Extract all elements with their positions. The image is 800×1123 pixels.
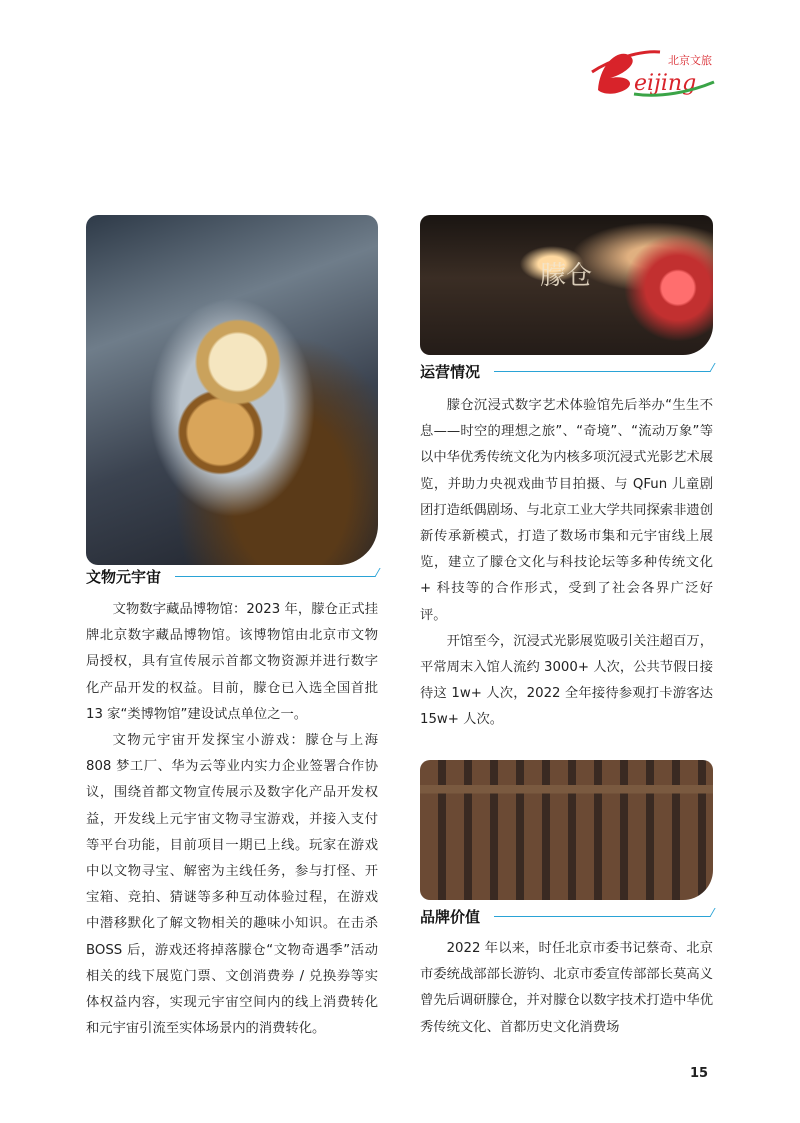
venue-sign-text: 朦仓 <box>540 261 593 291</box>
section-header-brand <box>420 906 713 927</box>
svg-text:北京文旅: 北京文旅 <box>668 54 712 67</box>
paragraph: 开馆至今，沉浸式光影展览吸引关注超百万，平常周末入馆人流约 3000+ 人次，公共节假日接待这 1w+ 人次，2022 全年接待参观打卡游客达 15w+ 人次。 <box>420 633 713 728</box>
building-facade-photo <box>420 760 713 900</box>
section-header-operations <box>420 361 713 382</box>
section-header-metaverse <box>86 566 378 587</box>
night-venue-photo <box>420 215 713 355</box>
paragraph: 文物元宇宙开发探宝小游戏：朦仓与上海 808 梦工厂、华为云等业内实力企业签署合作协议，围绕首都文物宣传展示及数字化产品开发权益，开发线上元宇宙文物寻宝游戏，并接入支付等平台功能，目前项目一期已上线。玩家在游戏中以文物寻宝、解密为主线任务，参与打怪、开宝箱、竞拍、猜谜等多种互动体验过程，在游戏中潜移默化了解文物相关的趣味小知识。在击杀 BOSS 后，游戏还将掉落朦仓“文物奇遇季”活动相关的线下展览门票、文创消费券 / 兑换券等实体权益内容，实现元宇宙空间内的线上消费转化和元宇宙引流至实体场景内的消费转化。 <box>86 733 378 1037</box>
section-rule <box>494 916 704 917</box>
page-number: 15 <box>690 1066 709 1081</box>
metaverse-body <box>86 597 378 1042</box>
svg-text:eijing: eijing <box>634 71 697 96</box>
section-rule <box>175 576 369 577</box>
operations-body <box>420 393 713 734</box>
section-rule <box>494 371 704 372</box>
section-rule-tick <box>701 363 715 372</box>
pocket-watch-photo <box>86 215 378 565</box>
beijing-logo <box>590 42 720 100</box>
section-title: 文物元宇宙 <box>86 568 162 586</box>
paragraph: 2022 年以来，时任北京市委书记蔡奇、北京市委统战部部长游钧、北京市委宣传部部长莫高义曾先后调研朦仓，并对朦仓以数字技术打造中华优秀传统文化、首都历史文化消费场 <box>420 941 713 1035</box>
paragraph: 文物数字藏品博物馆：2023 年，朦仓正式挂牌北京数字藏品博物馆。该博物馆由北京市文物局授权，具有宣传展示首都文物资源并进行数字化产品开发的权益。目前，朦仓已入选全国首批 13 家“类博物馆”建设试点单位之一。 <box>86 602 378 722</box>
section-rule-tick <box>701 908 715 917</box>
section-rule-tick <box>366 568 380 577</box>
section-title: 品牌价值 <box>420 908 481 926</box>
paragraph: 朦仓沉浸式数字艺术体验馆先后举办“生生不息——时空的理想之旅”、“奇境”、“流动万象”等以中华优秀传统文化为内核多项沉浸式光影艺术展览，并助力央视戏曲节目拍摄、与 QFun 儿童剧团打造纸偶剧场、与北京工业大学共同探索非遗创新传承新模式，打造了数场市集和元宇宙线上展览，建立了朦仓文化与科技论坛等多种传统文化 + 科技等的合作形式，受到了社会各界广泛好评。 <box>420 398 713 623</box>
brand-body <box>420 936 713 1041</box>
section-title: 运营情况 <box>420 363 481 381</box>
